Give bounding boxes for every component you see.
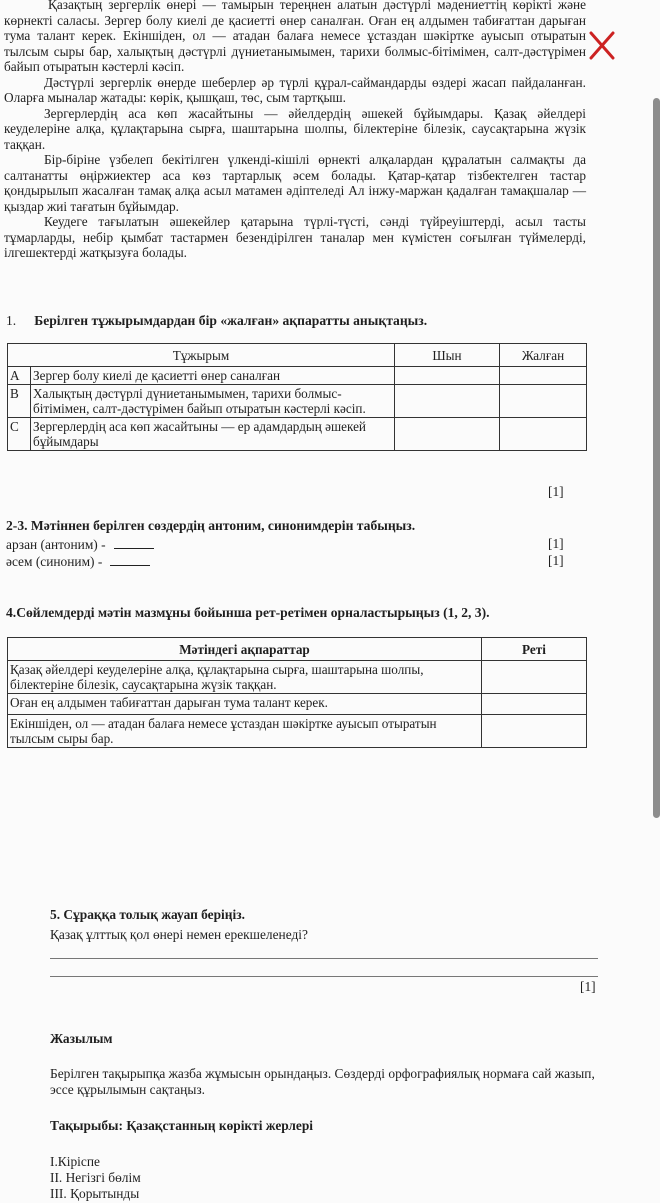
answer-line[interactable] (50, 976, 598, 977)
synonym-answer-blank[interactable] (110, 553, 150, 566)
outline-item: ІІ. Негізгі бөлім (50, 1170, 141, 1185)
true-answer-cell[interactable] (395, 418, 500, 451)
passage-paragraph: Бір-біріне үзбелеп бекітілген үлкенді-кішілі өрнекті алқалардан құралатын салмақты да салтанатты өңіржиектер аса көз тартарлық әсем болады. Қатар-қатар тізбектелген тастар қондырылып жасалған тамақ алқа асыл матамен әдіптеледі Ал інжу-маржан қадалған тамақшалар — қыздар жиі тағатын бұйымдар. (4, 152, 586, 214)
row-statement: Халықтың дәстүрлі дүниетанымымен, тарихи болмыс-бітімімен, салт-дәстүрімен байып отыратын кәстерлі кәсіп. (31, 385, 395, 418)
info-text: Қазақ әйелдері кеуделеріне алқа, құлақтарына сырға, шаштарына шолпы, білектеріне білезік, саусақтарына жүзік таққан. (8, 661, 482, 694)
header-order: Реті (482, 638, 587, 661)
table-row (8, 385, 587, 418)
row-letter: B (8, 385, 31, 418)
question-1-title (6, 313, 427, 329)
question-5-text: Қазақ ұлттық қол өнері немен ерекшеленеді? (50, 927, 308, 942)
table-header-row (8, 638, 587, 661)
header-information: Мәтіндегі ақпараттар (8, 638, 482, 661)
order-answer-cell[interactable] (482, 661, 587, 694)
passage-paragraph: Қазақтың зергерлік өнері — тамырын тереңнен алатын дәстүрлі мәдениеттің көрікті және көрнекті саласы. Зергер болу киелі де қасиетті өнер саналған. Оған ең алдымен табиғаттан дарыған тума талант керек. Екіншіден, ол — атадан балаға немесе ұстаздан шәкіртке ауысып отыратын тылсым сыры бар, халықтың дәстүрлі дүниетанымымен, тарихи болмыс-бітімімен, салт-дәстүрімен байып отыратын кәстерлі кәсіп. (4, 0, 586, 74)
table-row (8, 694, 587, 715)
order-answer-cell[interactable] (482, 715, 587, 748)
reading-passage (4, 0, 586, 261)
score-mark: [1] (548, 553, 564, 568)
header-false: Жалған (500, 344, 587, 367)
antonym-answer-blank[interactable] (114, 536, 154, 549)
writing-heading: Жазылым (50, 1031, 113, 1046)
false-answer-cell[interactable] (500, 385, 587, 418)
score-mark: [1] (548, 536, 564, 551)
false-answer-cell[interactable] (500, 418, 587, 451)
question-5-title: 5. Сұраққа толық жауап беріңіз. (50, 907, 245, 922)
row-letter: A (8, 367, 31, 385)
antonym-label: арзан (антоним) - (6, 537, 106, 552)
passage-paragraph: Зергерлердің аса көп жасайтыны — әйелдердің әшекей бұйымдары. Қазақ әйелдері кеуделеріне алқа, құлақтарына сырға, шаштарына шолпы, білектеріне білезік, саусақтарына жүзік таққан. (4, 105, 586, 152)
synonym-line (6, 553, 150, 570)
false-answer-cell[interactable] (500, 367, 587, 385)
question-4-title: 4.Сөйлемдерді мәтін мазмұны бойынша рет-ретімен орналастырыңыз (1, 2, 3). (6, 605, 490, 620)
antonym-line (6, 536, 154, 553)
header-statement: Тұжырым (8, 344, 395, 367)
writing-topic: Тақырыбы: Қазақстанның көрікті жерлері (50, 1118, 313, 1133)
true-false-table (7, 343, 587, 451)
question-2-3-title: 2-3. Мәтіннен берілген сөздердің антоним, синонимдерін табыңыз. (6, 518, 416, 533)
score-mark: [1] (580, 979, 596, 994)
row-statement: Зергер болу киелі де қасиетті өнер саналған (31, 367, 395, 385)
row-letter: C (8, 418, 31, 451)
table-row (8, 418, 587, 451)
info-text: Екіншіден, ол — атадан балаға немесе ұстаздан шәкіртке ауысып отыратын тылсым сыры бар. (8, 715, 482, 748)
true-answer-cell[interactable] (395, 385, 500, 418)
outline-item: І.Кіріспе (50, 1154, 100, 1169)
score-mark: [1] (548, 484, 564, 499)
header-true: Шын (395, 344, 500, 367)
table-row (8, 661, 587, 694)
question-number: 1. (6, 313, 17, 328)
writing-instruction: Берілген тақырыпқа жазба жұмысын орындаңыз. Сөздерді орфографиялық нормаға сай жазып, эссе құрылымын сақтаңыз. (50, 1066, 595, 1097)
table-header-row (8, 344, 587, 367)
answer-line[interactable] (50, 958, 598, 959)
passage-paragraph: Кеудеге тағылатын әшекейлер қатарына түрлі-түсті, сәнді түйреуіштерді, асыл тасты тұмарларды, небір қымбат тастармен безендірілген таналар мен күмістен соғылған түймелерді, ілгешектерді жатқызуға болады. (4, 214, 586, 260)
true-answer-cell[interactable] (395, 367, 500, 385)
question-text: Берілген тұжырымдардан бір «жалған» ақпаратты анықтаңыз. (34, 313, 428, 328)
outline-item: ІІІ. Қорытынды (50, 1186, 140, 1201)
passage-paragraph: Дәстүрлі зергерлік өнерде шеберлер әр түрлі құрал-саймандарды өздері жасап пайдаланған. Оларға мыналар жатады: көрік, қышқаш, төс, сым тартқыш. (4, 74, 586, 105)
ordering-table (7, 637, 587, 748)
scrollbar[interactable] (653, 98, 660, 818)
info-text: Оған ең алдымен табиғаттан дарыған тума талант керек. (8, 694, 482, 715)
table-row (8, 715, 587, 748)
row-statement: Зергерлердің аса көп жасайтыны — ер адамдардың әшекей бұйымдары (31, 418, 395, 451)
synonym-label: әсем (синоним) - (6, 554, 103, 569)
red-cross-icon (589, 28, 615, 62)
table-row (8, 367, 587, 385)
order-answer-cell[interactable] (482, 694, 587, 715)
